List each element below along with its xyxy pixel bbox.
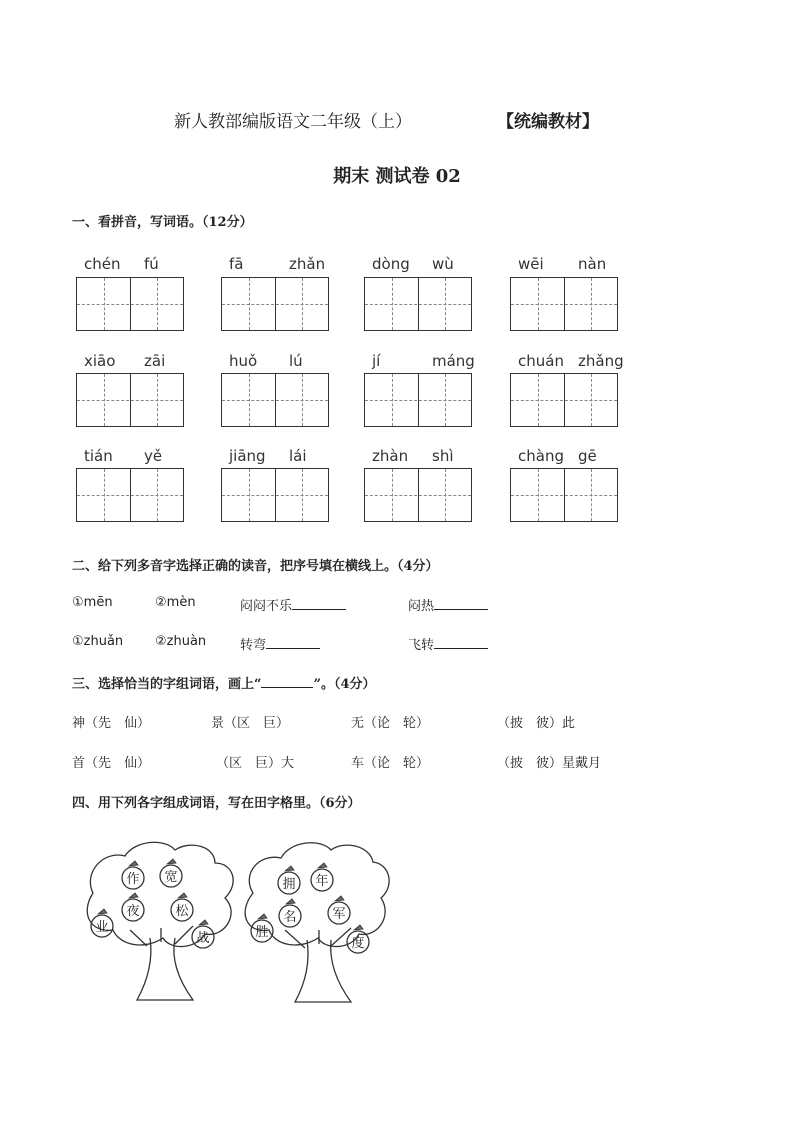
reading-option-1: ①zhuǎn <box>72 634 124 649</box>
tree-character: 松 <box>175 904 189 919</box>
pinyin-syllable: zhàn <box>372 447 409 465</box>
tree-character: 拥 <box>282 877 296 892</box>
polyphone-item <box>240 634 320 653</box>
choice-item[interactable]: 景（区 巨） <box>211 716 290 731</box>
pinyin-syllable: zhǎn <box>289 255 326 273</box>
choice-item[interactable]: （披 彼）星戴月 <box>497 756 602 771</box>
tree-character: 作 <box>126 872 140 887</box>
section2-heading: 二、给下列多音字选择正确的读音，把序号填在横线上。（4分） <box>72 559 439 574</box>
tree-character: 度 <box>351 936 365 951</box>
pinyin-syllable: shì <box>432 447 454 465</box>
pinyin-syllable: fú <box>144 255 159 273</box>
polyphone-item <box>408 634 488 653</box>
tree-character: 胜 <box>255 925 269 940</box>
pinyin-syllable: jí <box>372 352 381 370</box>
answer-blank[interactable] <box>292 597 346 610</box>
pinyin-syllable: máng <box>432 352 475 370</box>
pinyin-syllable: jiāng <box>229 447 266 465</box>
section3-heading-start: 三、选择恰当的字组词语，画上“ <box>72 677 262 692</box>
pinyin-syllable: nàn <box>578 255 607 273</box>
choice-item[interactable]: 车（论 轮） <box>351 756 430 771</box>
choice-item[interactable]: （区 巨）大 <box>216 756 295 771</box>
pinyin-syllable: lái <box>289 447 307 465</box>
section3-heading-end: ”。（4分） <box>313 677 376 692</box>
answer-blank[interactable] <box>434 597 488 610</box>
tree-trunk <box>130 926 193 1000</box>
character-trees-illustration <box>75 838 395 1028</box>
pinyin-syllable: gē <box>578 447 597 465</box>
exam-title: 期末 测试卷 02 <box>333 166 461 187</box>
reading-option-1: ①mēn <box>72 595 113 610</box>
pinyin-syllable: huǒ <box>229 352 258 370</box>
section3-heading <box>72 673 376 692</box>
writing-grid-box[interactable] <box>76 373 184 427</box>
textbook-tag: 【统编教材】 <box>497 112 599 132</box>
pinyin-syllable: wù <box>432 255 454 273</box>
reading-option-2: ②mèn <box>155 595 196 610</box>
pinyin-syllable: dòng <box>372 255 410 273</box>
writing-grid-box[interactable] <box>510 468 618 522</box>
pinyin-syllable: chén <box>84 255 121 273</box>
writing-grid-box[interactable] <box>221 373 329 427</box>
pinyin-syllable: wēi <box>518 255 544 273</box>
writing-grid-box[interactable] <box>364 277 472 331</box>
tree-character: 宽 <box>164 870 178 885</box>
tree-character: 战 <box>196 931 210 946</box>
tree-character: 名 <box>283 910 297 925</box>
pinyin-syllable: yě <box>144 447 163 465</box>
tree-character: 年 <box>315 874 329 889</box>
tree-character: 业 <box>95 920 109 935</box>
polyphone-word: 飞转 <box>408 638 435 653</box>
section4-heading: 四、用下列各字组成词语，写在田字格里。（6分） <box>72 796 361 811</box>
underline-sample <box>261 675 313 688</box>
polyphone-word: 转弯 <box>240 638 267 653</box>
answer-blank[interactable] <box>434 636 488 649</box>
writing-grid-box[interactable] <box>510 277 618 331</box>
writing-grid-box[interactable] <box>510 373 618 427</box>
choice-item[interactable]: 首（先 仙） <box>72 756 151 771</box>
writing-grid-box[interactable] <box>364 373 472 427</box>
writing-grid-box[interactable] <box>76 468 184 522</box>
pinyin-syllable: chuán <box>518 352 564 370</box>
answer-blank[interactable] <box>266 636 320 649</box>
writing-grid-box[interactable] <box>364 468 472 522</box>
choice-item[interactable]: （披 彼）此 <box>497 716 576 731</box>
polyphone-item <box>240 595 346 614</box>
writing-grid-box[interactable] <box>76 277 184 331</box>
section1-heading: 一、看拼音，写词语。（12分） <box>72 215 253 230</box>
polyphone-word: 闷热 <box>408 599 435 614</box>
pinyin-syllable: chàng <box>518 447 564 465</box>
polyphone-item <box>408 595 488 614</box>
pinyin-syllable: tián <box>84 447 113 465</box>
document-subtitle: 新人教部编版语文二年级（上） <box>174 112 412 132</box>
pinyin-syllable: zhǎng <box>578 352 624 370</box>
pinyin-syllable: fā <box>229 255 244 273</box>
pinyin-syllable: lú <box>289 352 303 370</box>
reading-option-2: ②zhuàn <box>155 634 207 649</box>
tree-character: 夜 <box>126 904 140 919</box>
pinyin-syllable: zāi <box>144 352 166 370</box>
tree-character: 军 <box>332 907 346 922</box>
tree-crown <box>87 842 233 946</box>
choice-item[interactable]: 神（先 仙） <box>72 716 151 731</box>
polyphone-word: 闷闷不乐 <box>240 599 293 614</box>
pinyin-syllable: xiāo <box>84 352 116 370</box>
choice-item[interactable]: 无（论 轮） <box>351 716 430 731</box>
writing-grid-box[interactable] <box>221 468 329 522</box>
writing-grid-box[interactable] <box>221 277 329 331</box>
